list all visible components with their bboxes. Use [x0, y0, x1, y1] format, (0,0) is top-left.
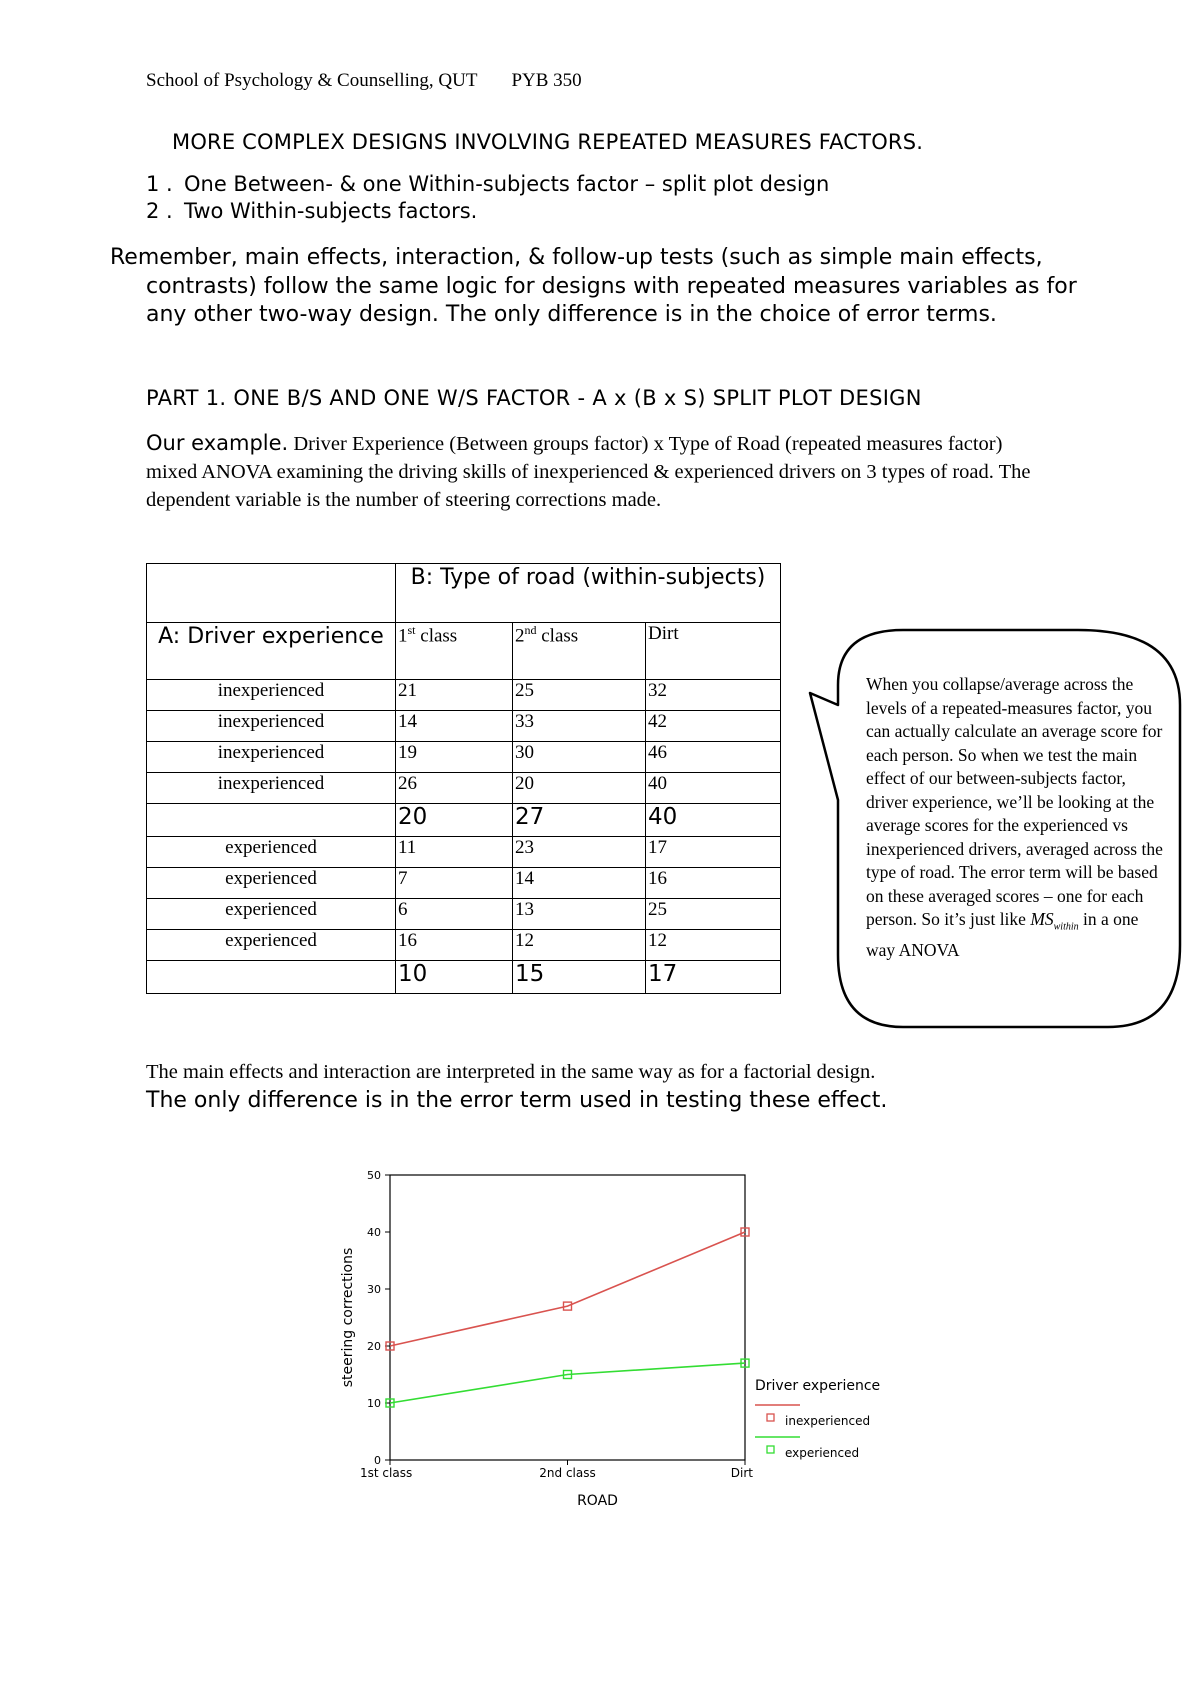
header-school: School of Psychology & Counselling, QUT [146, 70, 478, 91]
series-line-inexperienced [390, 1232, 745, 1346]
speech-bubble-text: When you collapse/average across the levels of a repeated-measures factor, you can actually calculate an average score for each person. So when we test the main effect of our between-subjects factor, driver experience, we’ll be looking at the average scores for the experienced vs inexperienced drivers, averaged across the type of road. The error term will be based on these averaged scores – one for each person. So it’s just like $MS_{within}$ in a one way ANOVA [866, 674, 1163, 960]
x-axis-label: ROAD [577, 1493, 618, 1509]
legend-title: Driver experience [755, 1378, 881, 1394]
y-axis-label: steering corrections [340, 1247, 356, 1388]
legend-marker [767, 1446, 774, 1453]
example-body: Driver Experience (Between groups factor) x Type of Road (repeated measures factor) mixed ANOVA examining the driving skills of inexperienced & experienced drivers on 3 types of road. The dependent variable is the number of steering corrections made. [146, 433, 1031, 511]
y-tick-label: 30 [367, 1283, 381, 1296]
header-course-code: PYB 350 [511, 70, 582, 91]
legend-label: inexperienced [785, 1414, 871, 1428]
example-lead: Our example. [146, 431, 289, 455]
interpretation-emphasis: The only difference is in the error term used in testing these effect. [146, 1088, 888, 1113]
page-title: MORE COMPLEX DESIGNS INVOLVING REPEATED MEASURES FACTORS. [172, 130, 924, 154]
table-row: experienced 6 13 25 [147, 899, 781, 930]
interpretation-text: The main effects and interaction are interpreted in the same way as for a factorial design. [146, 1061, 876, 1083]
series-line-experienced [390, 1363, 745, 1403]
table-row: experienced 16 12 12 [147, 930, 781, 961]
legend-marker [767, 1414, 774, 1421]
data-table [146, 563, 781, 994]
list-number: 2 . [146, 199, 173, 223]
table-header-row [147, 564, 781, 623]
page-header [146, 70, 582, 92]
example-paragraph [146, 429, 1046, 514]
table-row: inexperienced 26 20 40 [147, 773, 781, 804]
list-item [146, 172, 829, 196]
table-header-row [147, 623, 781, 680]
table-row: experienced 11 23 17 [147, 837, 781, 868]
x-tick-label: 2nd class [539, 1466, 596, 1480]
y-tick-label: 20 [367, 1340, 381, 1353]
factor-a-header: A: Driver experience [147, 623, 396, 680]
section-heading: PART 1. ONE B/S AND ONE W/S FACTOR - A x (B x S) SPLIT PLOT DESIGN [146, 386, 922, 410]
table-mean-row: 20 27 40 [147, 804, 781, 837]
list-text: One Between- & one Within-subjects factor – split plot design [184, 172, 830, 196]
table-row: experienced 7 14 16 [147, 868, 781, 899]
line-chart [320, 1160, 920, 1520]
y-tick-label: 40 [367, 1226, 381, 1239]
col-header-2nd-class: 2nd class [513, 623, 646, 680]
remember-paragraph: Remember, main effects, interaction, & follow-up tests (such as simple main effects, contrasts) follow the same logic for designs with repeated measures variables as for any other two-way design. The only difference is in the choice of error terms. [110, 245, 1077, 327]
col-header-1st-class: 1st class [396, 623, 513, 680]
table-mean-row: 10 15 17 [147, 961, 781, 994]
factor-b-header: B: Type of road (within-subjects) [396, 564, 781, 623]
table-row: inexperienced 21 25 32 [147, 680, 781, 711]
y-tick-label: 0 [374, 1454, 381, 1467]
y-tick-label: 50 [367, 1169, 381, 1182]
list-item [146, 199, 477, 223]
y-tick-label: 10 [367, 1397, 381, 1410]
list-number: 1 . [146, 172, 173, 196]
list-text: Two Within-subjects factors. [184, 199, 478, 223]
table-row: inexperienced 19 30 46 [147, 742, 781, 773]
col-header-dirt: Dirt [646, 623, 781, 680]
plot-frame [390, 1175, 745, 1460]
table-row: inexperienced 14 33 42 [147, 711, 781, 742]
x-tick-label: 1st class [360, 1466, 413, 1480]
legend-label: experienced [785, 1446, 860, 1460]
x-tick-label: Dirt [730, 1466, 753, 1480]
